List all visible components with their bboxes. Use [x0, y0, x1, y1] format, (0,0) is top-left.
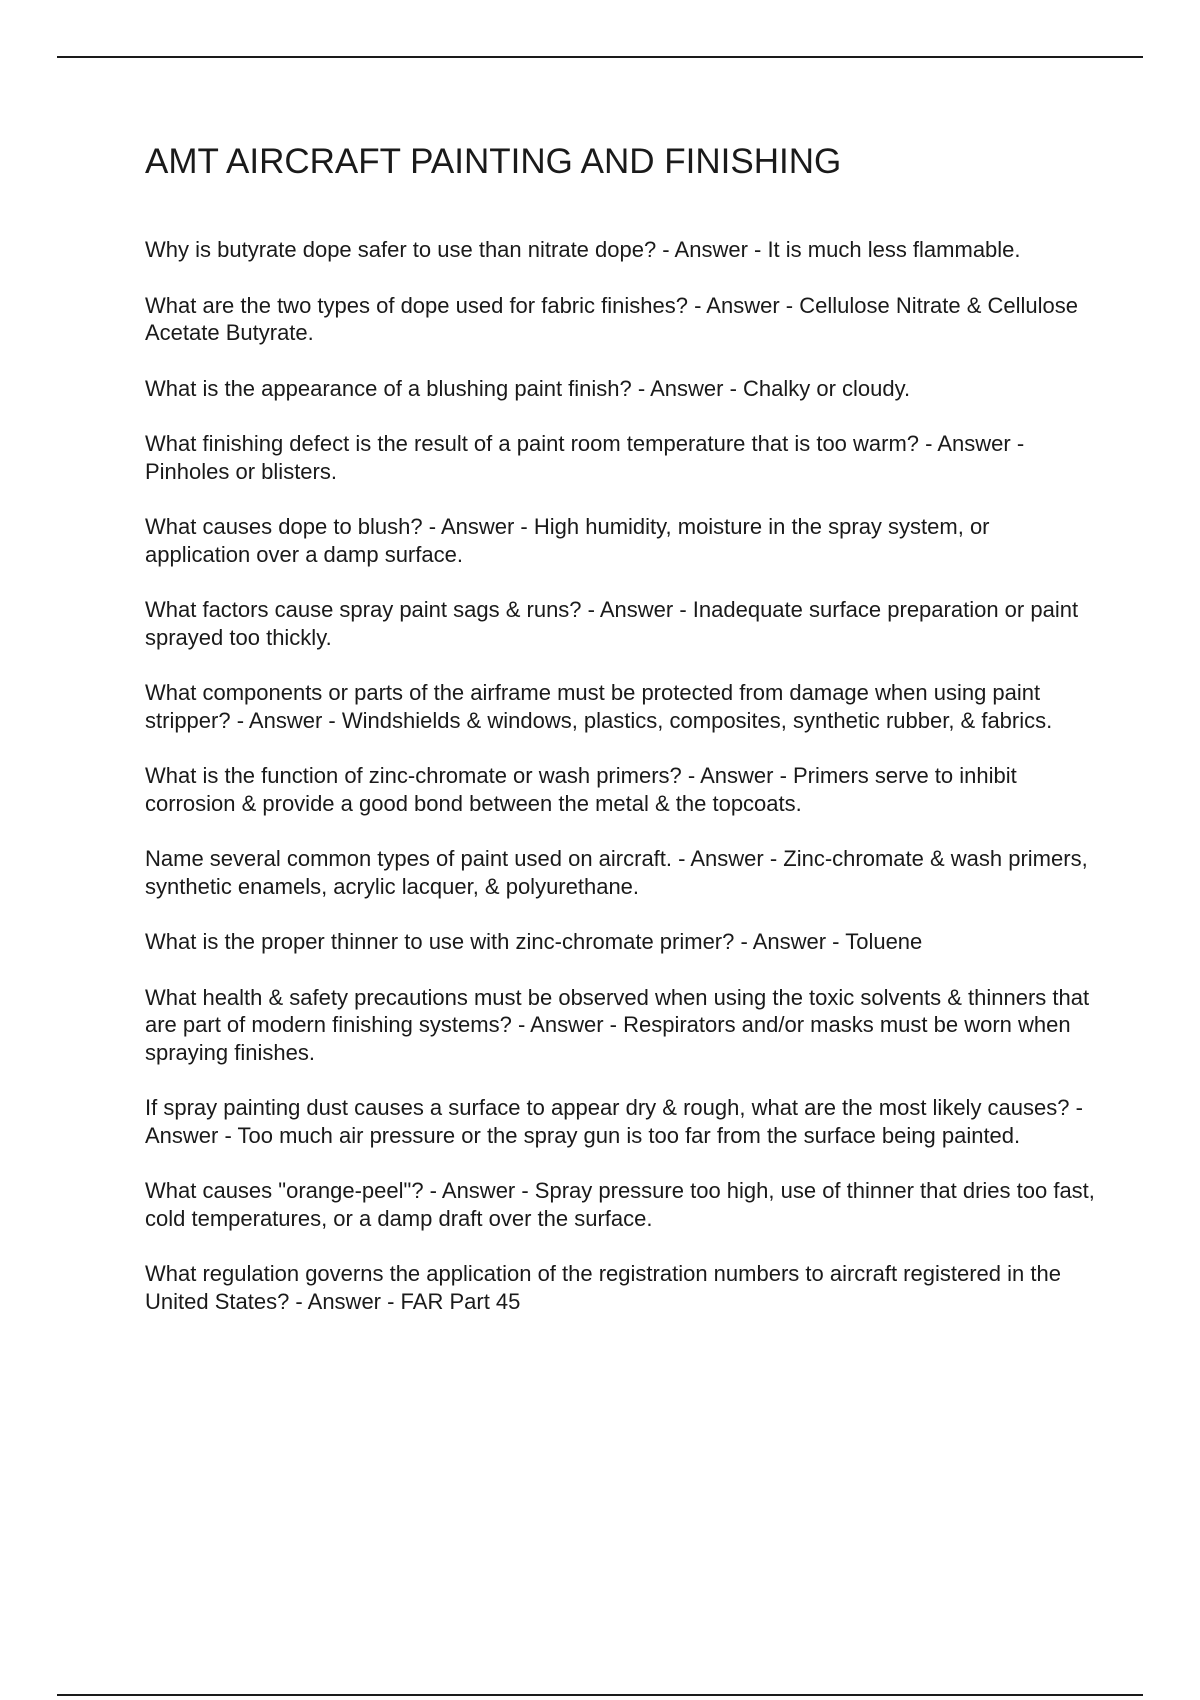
- bottom-divider: [57, 1694, 1143, 1696]
- qa-item-10: What is the proper thinner to use with zinc-chromate primer? - Answer - Toluene: [145, 929, 923, 954]
- qa-item-7: What components or parts of the airframe must be protected from damage when using paint stripper? - Answer - Windshields & windows, plastics, composites, synthetic rubber, & fabrics.: [145, 680, 1053, 733]
- qa-item-9: Name several common types of paint used on aircraft. - Answer - Zinc-chromate & wash primers, synthetic enamels, acrylic lacquer, & polyurethane.: [145, 846, 1088, 899]
- qa-item-8: What is the function of zinc-chromate or wash primers? - Answer - Primers serve to inhibit corrosion & provide a good bond between the metal & the topcoats.: [145, 763, 1017, 816]
- qa-item-3: What is the appearance of a blushing paint finish? - Answer - Chalky or cloudy.: [145, 375, 911, 401]
- qa-list: [145, 236, 1095, 1315]
- qa-item-6: What factors cause spray paint sags & runs? - Answer - Inadequate surface preparation or paint sprayed too thickly.: [145, 597, 1079, 650]
- qa-item-12: If spray painting dust causes a surface to appear dry & rough, what are the most likely causes? - Answer - Too much air pressure or the spray gun is too far from the surface being painted.: [145, 1095, 1083, 1148]
- qa-item-1: Why is butyrate dope safer to use than nitrate dope? - Answer - It is much less flammable.: [145, 237, 1021, 262]
- qa-item-5: What causes dope to blush? - Answer - High humidity, moisture in the spray system, or application over a damp surface.: [145, 514, 990, 567]
- qa-item-11: What health & safety precautions must be observed when using the toxic solvents & thinners that are part of modern finishing systems? - Answer - Respirators and/or masks must be worn when spraying finishes.: [145, 984, 1090, 1065]
- qa-item-4: What finishing defect is the result of a paint room temperature that is too warm? - Answer - Pinholes or blisters.: [145, 431, 1025, 484]
- document-body: [145, 140, 1095, 1343]
- qa-item-13: What causes "orange-peel"? - Answer - Spray pressure too high, use of thinner that dries too fast, cold temperatures, or a damp draft over the surface.: [145, 1178, 1095, 1231]
- qa-item-2: What are the two types of dope used for fabric finishes? - Answer - Cellulose Nitrate & Cellulose Acetate Butyrate.: [145, 292, 1079, 345]
- document-title: AMT AIRCRAFT PAINTING AND FINISHING: [145, 142, 842, 181]
- qa-item-14: What regulation governs the application of the registration numbers to aircraft registered in the United States? - Answer - FAR Part 45: [145, 1261, 1061, 1314]
- top-divider: [57, 56, 1143, 58]
